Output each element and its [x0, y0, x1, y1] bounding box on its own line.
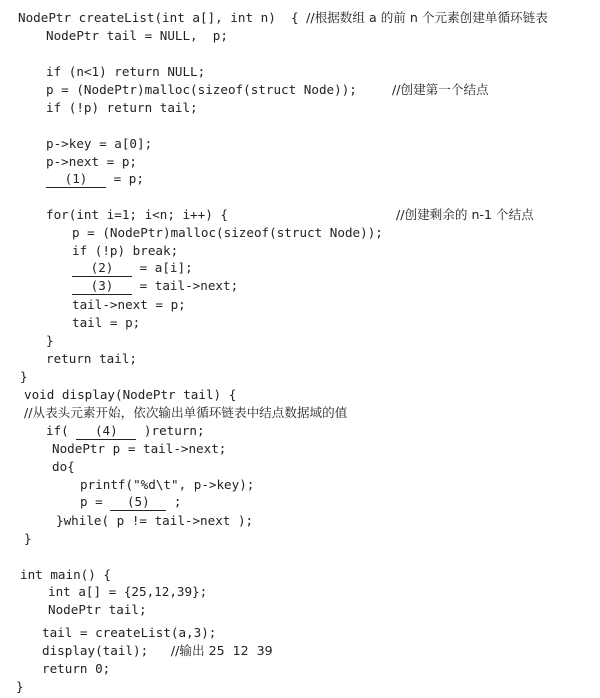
code-line: tail->next = p;	[72, 297, 186, 312]
blank-2: (2)	[72, 260, 132, 277]
code-line: (3) = tail->next;	[72, 277, 238, 295]
blank-4: (4)	[76, 423, 136, 440]
code-line: if (!p) break;	[72, 243, 179, 258]
code-line: p->key = a[0];	[46, 136, 153, 151]
code-comment: //创建剩余的 n-1 个结点	[396, 207, 534, 222]
blank-5: (5)	[110, 494, 166, 511]
code-line: (1) = p;	[46, 170, 144, 188]
blank-1: (1)	[46, 171, 106, 188]
code-comment: //从表头元素开始，依次输出单循环链表中结点数据域的值	[24, 405, 348, 420]
code-line: p = (NodePtr)malloc(sizeof(struct Node));	[72, 225, 383, 240]
code-line: if (n<1) return NULL;	[46, 64, 206, 79]
code-line: int a[] = {25,12,39};	[48, 584, 208, 599]
code-line: display(tail); //输出 25 12 39	[42, 643, 273, 658]
code-comment: //输出 25 12 39	[170, 643, 273, 658]
code-line: (2) = a[i];	[72, 259, 193, 277]
code-line: for(int i=1; i<n; i++) { //创建剩余的 n-1 个结点	[46, 207, 534, 222]
code-line: if( (4) )return;	[46, 423, 205, 438]
code-line: NodePtr tail = NULL, p;	[46, 28, 228, 43]
code-line: NodePtr p = tail->next;	[52, 441, 227, 456]
code-line: NodePtr tail;	[48, 602, 147, 617]
code-line: }	[20, 369, 28, 384]
code-line: p = (5) ;	[80, 494, 182, 509]
code-line: }	[16, 679, 24, 694]
code-line: do{	[52, 459, 75, 474]
code-comment: //创建第一个结点	[392, 82, 489, 97]
code-line: printf("%d\t", p->key);	[80, 477, 255, 492]
code-line-createlist-signature: NodePtr createList(int a[], int n) { //根据数组 a 的前 n 个元素创建单循环链表	[18, 10, 548, 25]
code-comment: //根据数组 a 的前 n 个元素创建单循环链表	[306, 10, 548, 25]
code-line: }	[46, 333, 54, 348]
code-line: p = (NodePtr)malloc(sizeof(struct Node)); //创建第一个结点	[46, 82, 489, 97]
code-line-main-signature: int main() {	[20, 567, 111, 582]
code-line-display-signature: void display(NodePtr tail) {	[24, 387, 237, 402]
code-line: }while( p != tail->next );	[56, 513, 254, 528]
blank-3: (3)	[72, 278, 132, 295]
code-line: tail = p;	[72, 315, 141, 330]
code-line: return tail;	[46, 351, 137, 366]
code-line: }	[24, 531, 32, 546]
code-line: return 0;	[42, 661, 111, 676]
code-line: tail = createList(a,3);	[42, 625, 217, 640]
code-line: if (!p) return tail;	[46, 100, 198, 115]
code-line: p->next = p;	[46, 154, 137, 169]
